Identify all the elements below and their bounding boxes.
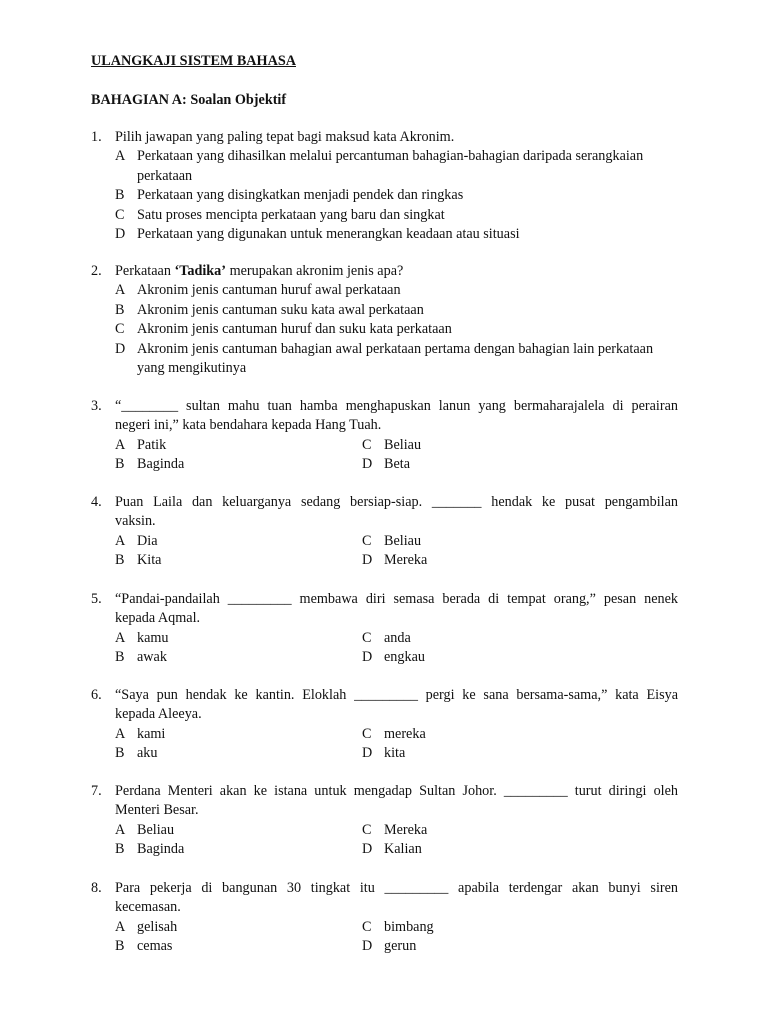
option-text: Beliau [137, 821, 175, 838]
question-3 [91, 397, 678, 475]
option-text: Dia [137, 532, 158, 549]
option-letter: D [362, 649, 373, 666]
option-letter: A [115, 918, 126, 935]
option-d [91, 340, 678, 379]
question-text-line2: kecemasan. [115, 899, 181, 916]
question-number: 1. [91, 129, 102, 145]
option-letter: A [115, 532, 126, 549]
question-5 [91, 590, 678, 668]
option-text: Satu proses mencipta perkataan yang baru dan singkat [137, 206, 445, 223]
option-d [91, 225, 678, 244]
option-letter: A [115, 436, 126, 453]
question-1 [91, 128, 678, 244]
option-letter: C [362, 725, 372, 742]
option-grid [91, 629, 678, 668]
question-text-end: merupakan akronim jenis apa? [226, 263, 404, 279]
option-letter: C [362, 821, 372, 838]
question-number: 4. [91, 494, 102, 510]
option-letter: C [362, 918, 372, 935]
option-text: cemas [137, 938, 173, 955]
option-text: kami [137, 725, 166, 742]
question-text-line2: negeri ini,” kata bendahara kepada Hang Tuah. [115, 417, 382, 434]
option-letter: B [115, 456, 125, 473]
question-text-line2: Menteri Besar. [115, 802, 199, 819]
option-text: mereka [384, 725, 426, 742]
question-text [115, 263, 403, 279]
option-text: Kalian [384, 841, 422, 858]
option-letter: B [115, 187, 125, 204]
option-letter: A [115, 629, 126, 646]
option-grid [91, 918, 678, 957]
option-text: engkau [384, 649, 425, 666]
option-text: Akronim jenis cantuman suku kata awal perkataan [137, 301, 424, 318]
question-text-line1: Puan Laila dan keluarganya sedang bersiap-siap. _______ hendak ke pusat pengambilan [115, 494, 678, 510]
option-letter: A [115, 148, 126, 165]
question-number: 3. [91, 398, 102, 414]
question-text-line1: “Saya pun hendak ke kantin. Eloklah _________ pergi ke sana bersama-sama,” kata Eisya [115, 687, 678, 703]
option-text: Perkataan yang dihasilkan melalui percantuman bahagian-bahagian daripada serangkaian perkataan [137, 148, 644, 184]
option-letter: C [115, 321, 125, 338]
option-letter: C [362, 629, 372, 646]
question-7 [91, 782, 678, 860]
question-text: Pilih jawapan yang paling tepat bagi maksud kata Akronim. [115, 129, 455, 145]
option-b [91, 186, 678, 205]
option-grid [91, 821, 678, 860]
option-letter: B [115, 552, 125, 569]
option-letter: A [115, 725, 126, 742]
question-number: 8. [91, 880, 102, 896]
option-letter: B [115, 301, 125, 318]
option-letter: C [362, 436, 372, 453]
option-letter: B [115, 745, 125, 762]
option-text: Akronim jenis cantuman huruf awal perkataan [137, 282, 401, 299]
option-text: Mereka [384, 552, 428, 569]
question-keyword: ‘Tadika’ [174, 263, 227, 279]
option-text: Perkataan yang disingkatkan menjadi pendek dan ringkas [137, 187, 464, 204]
option-c [91, 206, 678, 225]
option-letter: D [362, 552, 373, 569]
option-text: Beliau [384, 532, 422, 549]
option-a [91, 147, 678, 186]
option-letter: B [115, 841, 125, 858]
question-number: 2. [91, 263, 102, 279]
option-letter: D [362, 456, 373, 473]
option-letter: B [115, 938, 125, 955]
question-text-line1: “________ sultan mahu tuan hamba menghapuskan lanun yang bermaharajalela di perairan [115, 398, 678, 414]
option-letter: C [115, 206, 125, 223]
option-letter: B [115, 649, 125, 666]
option-letter: D [362, 745, 373, 762]
question-number: 6. [91, 687, 102, 703]
option-text: Beliau [384, 436, 422, 453]
question-text-start: Perkataan [115, 263, 175, 279]
option-text: bimbang [384, 918, 434, 935]
option-text: kamu [137, 629, 169, 646]
question-text-line2: vaksin. [115, 513, 156, 530]
question-text-line1: Perdana Menteri akan ke istana untuk mengadap Sultan Johor. _________ turut diringi oleh [115, 783, 678, 799]
option-text: Beta [384, 456, 410, 473]
option-text: awak [137, 649, 167, 666]
option-letter: D [362, 841, 373, 858]
option-text: Kita [137, 552, 162, 569]
option-letter: D [115, 340, 126, 357]
option-grid [91, 725, 678, 764]
option-grid [91, 532, 678, 571]
option-letter: A [115, 821, 126, 838]
option-c [91, 320, 678, 339]
question-2 [91, 262, 678, 378]
question-4 [91, 493, 678, 571]
option-text: Akronim jenis cantuman huruf dan suku kata perkataan [137, 321, 452, 338]
question-6 [91, 686, 678, 764]
option-text: kita [384, 745, 406, 762]
option-text: Mereka [384, 821, 428, 838]
option-text: Baginda [137, 456, 185, 473]
question-number: 7. [91, 783, 102, 799]
question-number: 5. [91, 591, 102, 607]
option-letter: D [362, 938, 373, 955]
option-text: aku [137, 745, 158, 762]
option-text: Patik [137, 436, 167, 453]
option-grid [91, 436, 678, 475]
page-title: ULANGKAJI SISTEM BAHASA [91, 53, 296, 69]
question-8 [91, 879, 678, 957]
option-text: Akronim jenis cantuman bahagian awal perkataan pertama dengan bahagian lain perkataan yang mengikutinya [137, 340, 654, 377]
option-letter: C [362, 532, 372, 549]
question-text-line2: kepada Aqmal. [115, 610, 201, 627]
question-text-line1: “Pandai-pandailah _________ membawa diri semasa berada di tempat orang,” pesan nenek [115, 591, 678, 607]
option-text: gelisah [137, 918, 178, 935]
option-text: gerun [384, 938, 417, 955]
section-heading: BAHAGIAN A: Soalan Objektif [91, 92, 287, 108]
question-text-line2: kepada Aleeya. [115, 706, 202, 723]
question-text-line1: Para pekerja di bangunan 30 tingkat itu _________ apabila terdengar akan bunyi siren [115, 880, 678, 896]
option-letter: D [115, 226, 126, 243]
option-text: Perkataan yang digunakan untuk menerangkan keadaan atau situasi [137, 226, 520, 243]
option-b [91, 301, 678, 320]
option-letter: A [115, 282, 126, 299]
option-text: Baginda [137, 841, 185, 858]
option-a [91, 281, 678, 300]
option-text: anda [384, 629, 411, 646]
